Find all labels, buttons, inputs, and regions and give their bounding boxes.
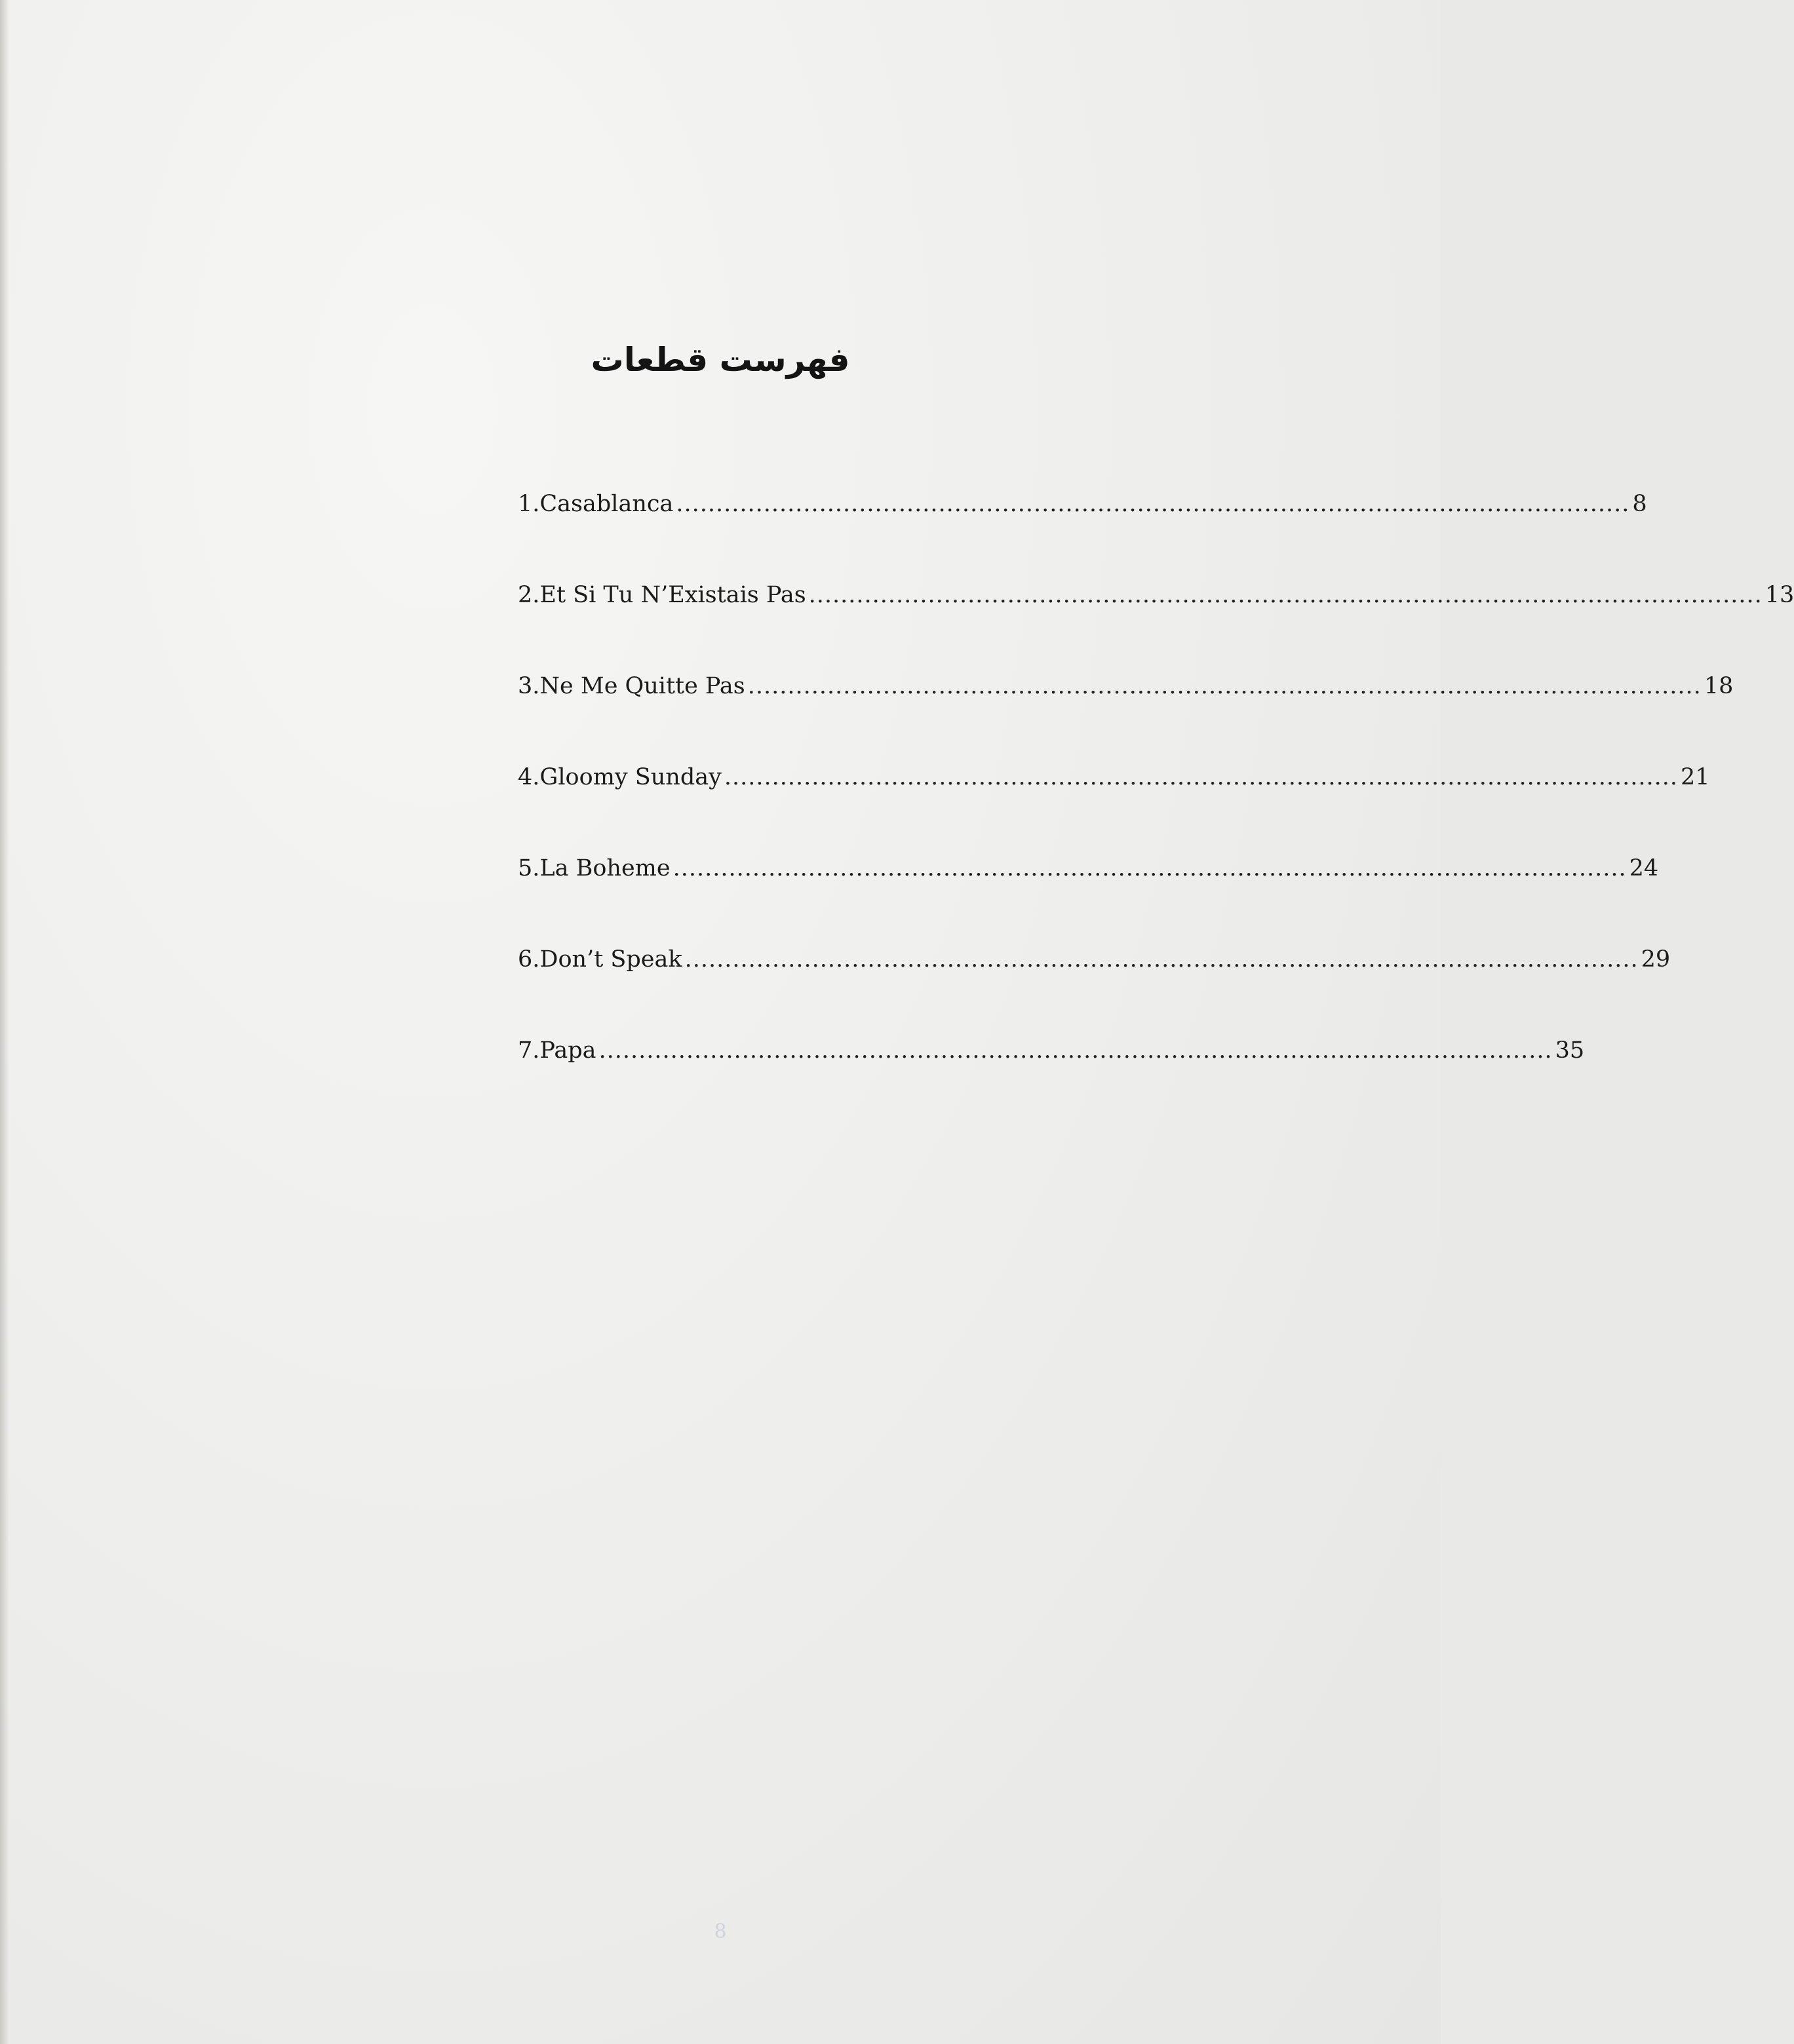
toc-entry-label: 1.Casablanca <box>518 491 674 517</box>
toc-leader-dots: ........................................................................................................................ <box>676 491 1630 517</box>
toc-entry-page: 21 <box>1680 764 1710 790</box>
toc-entry-label: 4.Gloomy Sunday <box>518 764 722 790</box>
toc-leader-dots: ........................................................................................................................ <box>598 1037 1553 1064</box>
toc-entry-page: 24 <box>1629 855 1659 881</box>
toc-entry <box>518 488 1647 579</box>
table-of-contents <box>518 488 1794 1126</box>
toc-entry-page: 29 <box>1641 946 1671 973</box>
toc-entry-label: 3.Ne Me Quitte Pas <box>518 673 745 699</box>
toc-entry-label: 5.La Boheme <box>518 855 671 881</box>
toc-leader-dots: ........................................................................................................................ <box>673 855 1627 881</box>
toc-leader-dots: ........................................................................................................................ <box>724 764 1678 790</box>
toc-entry-page: 13 <box>1765 582 1794 608</box>
toc-leader-dots: ........................................................................................................................ <box>684 946 1639 973</box>
page-edge-shadow <box>0 0 9 2044</box>
toc-entry-page: 8 <box>1632 491 1647 517</box>
toc-entry-page: 35 <box>1555 1037 1585 1064</box>
toc-entry <box>518 762 1710 853</box>
page-number: 8 <box>714 1920 727 1943</box>
toc-entry <box>518 1035 1585 1126</box>
toc-leader-dots: ........................................................................................................................ <box>808 582 1763 608</box>
toc-entry <box>518 853 1659 944</box>
toc-leader-dots: ........................................................................................................................ <box>747 673 1702 699</box>
toc-entry <box>518 579 1794 670</box>
toc-entry-label: 2.Et Si Tu N’Existais Pas <box>518 582 806 608</box>
toc-entry <box>518 670 1734 762</box>
page-title: فهرست قطعات <box>591 341 850 379</box>
toc-entry-label: 6.Don’t Speak <box>518 946 682 973</box>
toc-entry <box>518 944 1671 1035</box>
toc-entry-page: 18 <box>1704 673 1734 699</box>
toc-entry-label: 7.Papa <box>518 1037 596 1064</box>
